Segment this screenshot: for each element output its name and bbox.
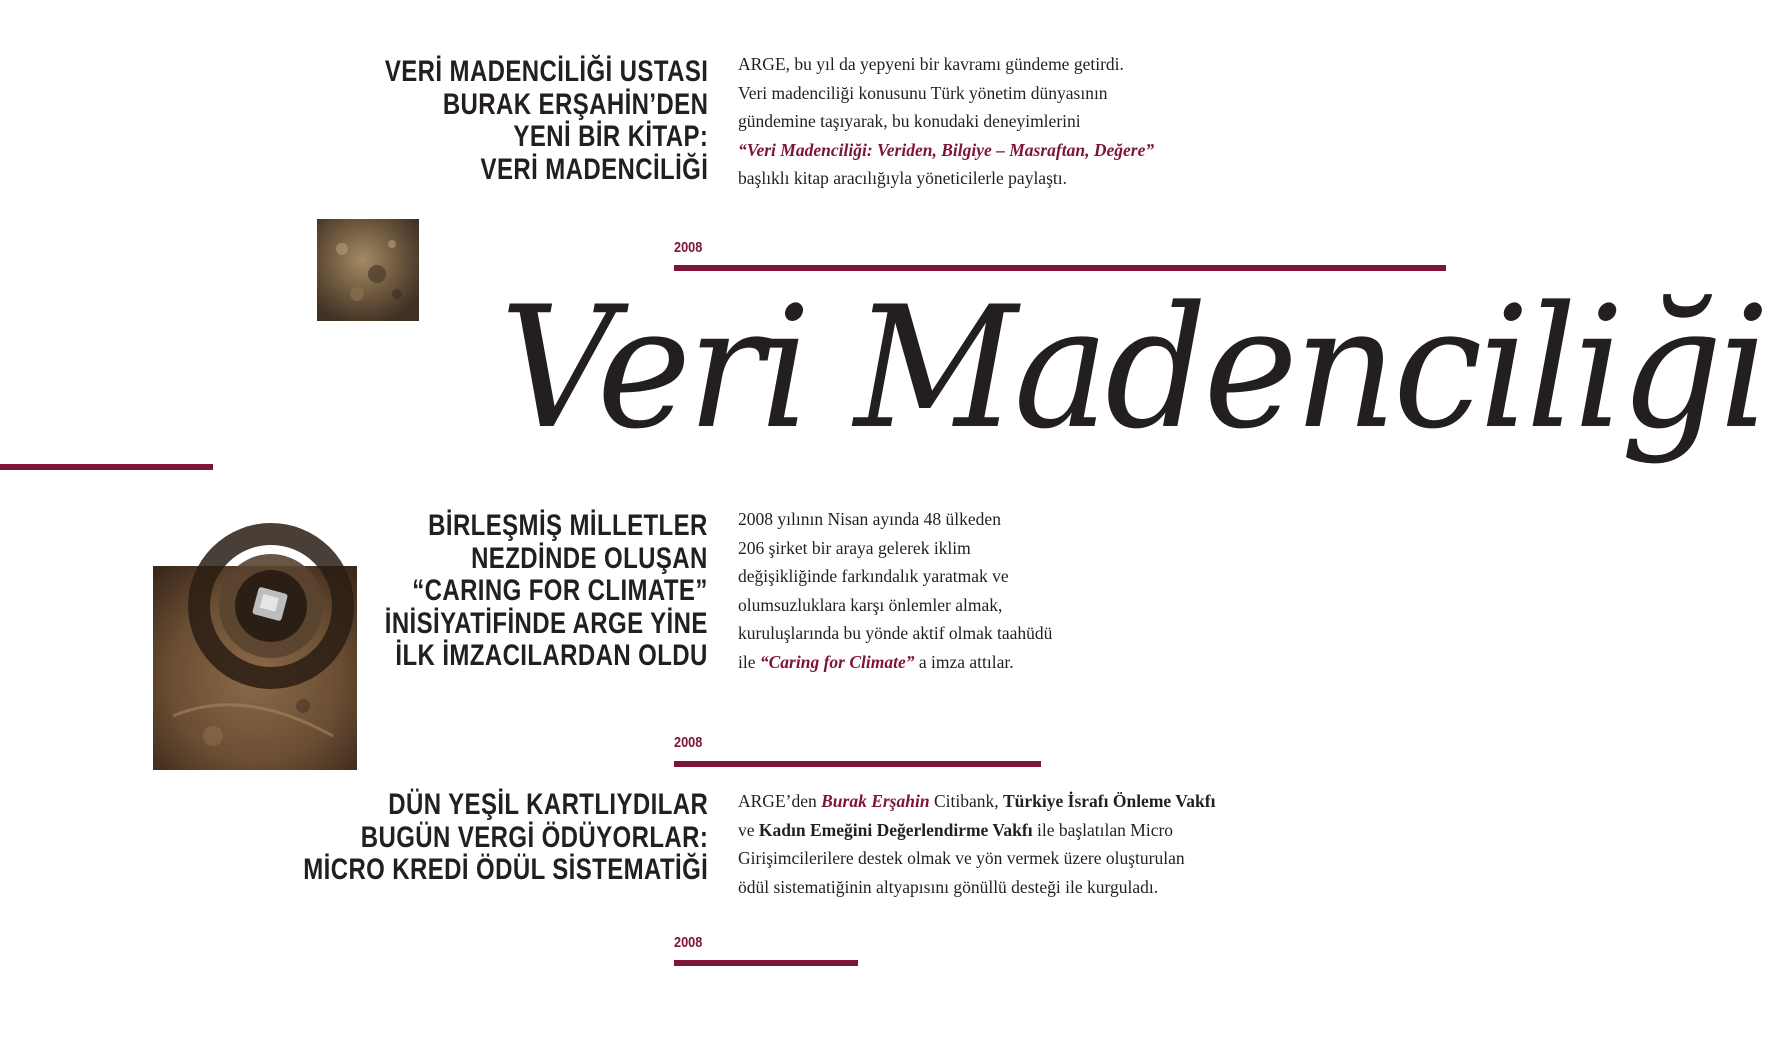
person-name: Burak Erşahin [821, 791, 930, 811]
brand-name: ARGE [738, 54, 786, 74]
section2-body-line: 206 şirket bir araya gelerek iklim [738, 537, 971, 558]
section1-body [738, 50, 1154, 193]
section3-heading-line: MİCRO KREDİ ÖDÜL SİSTEMATİĞİ [303, 853, 708, 886]
section2-heading-line: İNİSİYATİFİNDE ARGE YİNE [385, 606, 708, 640]
section2-body-line: kuruluşlarında bu yönde aktif olmak taahüdü [738, 623, 1053, 643]
section2-rule [674, 761, 1041, 767]
body-text-fragment: Citibank, [929, 791, 1003, 811]
organization-name: Kadın Emeğini Değerlendirme Vakfı [758, 819, 1033, 840]
soil-photo-small [317, 219, 419, 321]
section2-body [738, 505, 1052, 676]
section1-heading [385, 56, 708, 186]
section1-heading-line: VERİ MADENCİLİĞİ USTASI [384, 55, 708, 88]
body-text-fragment: ile [738, 651, 760, 672]
section2-body-line: değişikliğinde farkındalık yaratmak ve [738, 566, 1009, 586]
section3-heading [303, 789, 708, 887]
book-title-quote: “Veri Madenciliği: Veriden, Bilgiye – Masraftan, Değere” [738, 139, 1155, 160]
body-text-fragment: a imza attılar. [914, 651, 1014, 672]
metal-photo-large [153, 566, 357, 770]
section2-body-line [738, 648, 1052, 677]
left-accent-rule [0, 464, 213, 470]
script-title: Veri Madenciliği [500, 270, 1766, 466]
section2-body-line: olumsuzluklara karşı önlemler almak, [738, 594, 1003, 615]
initiative-name: “Caring for Climate” [759, 651, 915, 672]
section2-year: 2008 [674, 734, 703, 751]
body-text-fragment: ile başlatılan Micro [1032, 819, 1174, 840]
section3-heading-line: BUGÜN VERGİ ÖDÜYORLAR: [360, 820, 708, 854]
section3-body-line [738, 816, 1215, 845]
section1-heading-line: BURAK ERŞAHİN’DEN [442, 87, 708, 121]
body-text-fragment: ve [738, 819, 759, 840]
section3-rule [674, 960, 858, 966]
section2-body-line: 2008 yılının Nisan ayında 48 ülkeden [738, 509, 1001, 529]
section3-body [738, 787, 1215, 901]
section1-heading-line: YENİ BİR KİTAP: [513, 120, 708, 153]
section1-heading-line: VERİ MADENCİLİĞİ [480, 152, 708, 186]
section3-body-line [738, 787, 1215, 816]
section1-body-line: Veri madenciliği konusunu Türk yönetim dünyasının [738, 82, 1108, 103]
section3-year: 2008 [674, 934, 703, 951]
section2-heading-line: İLK İMZACILARDAN OLDU [395, 639, 708, 672]
section2-heading-line: NEZDİNDE OLUŞAN [471, 541, 708, 575]
section3-heading-line: DÜN YEŞİL KARTLIYDILAR [388, 788, 708, 821]
section2-heading-line: BİRLEŞMİŞ MİLLETLER [428, 509, 708, 542]
section2-heading-line: “CARING FOR CLIMATE” [412, 574, 708, 607]
section1-year: 2008 [674, 239, 703, 256]
section2-heading [385, 510, 708, 673]
body-text-fragment: , bu yıl da yepyeni bir kavramı gündeme getirdi. [785, 54, 1124, 74]
section1-body-line: başlıklı kitap aracılığıyla yöneticilerle paylaştı. [738, 168, 1067, 188]
section3-body-line: ödül sistematiğinin altyapısını gönüllü desteği ile kurguladı. [738, 876, 1159, 897]
section1-body-line: gündemine taşıyarak, bu konudaki deneyimlerini [738, 111, 1081, 131]
section3-body-line: Girişimcilerilere destek olmak ve yön vermek üzere oluşturulan [738, 848, 1185, 868]
section1-body-line [738, 50, 1154, 79]
body-text-fragment: ARGE’den [738, 791, 822, 811]
organization-name: Türkiye İsrafı Önleme Vakfı [1002, 791, 1216, 811]
